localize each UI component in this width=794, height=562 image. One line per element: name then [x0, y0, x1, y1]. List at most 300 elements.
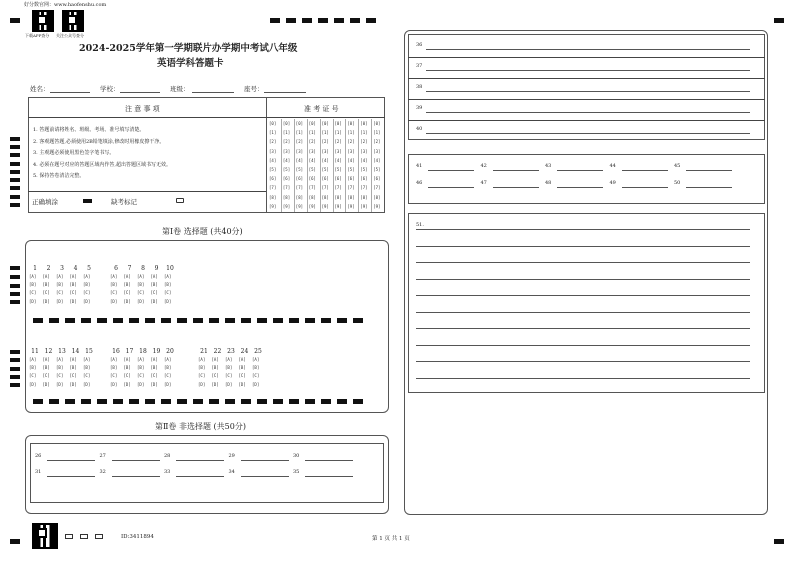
option-bubble[interactable]: [A] — [150, 357, 158, 362]
option-bubble[interactable]: [B] — [83, 365, 91, 371]
exam-id-bubble[interactable]: [8] — [347, 194, 355, 200]
option-bubble[interactable]: [C] — [164, 373, 172, 379]
option-bubble[interactable]: [B] — [110, 365, 118, 371]
option-bubble[interactable]: [D] — [42, 298, 50, 304]
fill-box-41-50 — [408, 154, 765, 204]
option-column[interactable] — [239, 356, 246, 389]
option-bubble[interactable]: [C] — [123, 373, 131, 379]
option-bubble[interactable]: [C] — [198, 373, 206, 379]
exam-id-bubble[interactable]: [1] — [334, 130, 342, 136]
exam-id-column[interactable] — [358, 119, 370, 212]
option-bubble[interactable]: [C] — [137, 373, 145, 379]
option-bubble[interactable]: [B] — [164, 365, 172, 371]
option-bubble[interactable]: [C] — [42, 290, 50, 296]
option-bubble[interactable]: [C] — [110, 373, 118, 379]
exam-id-bubble[interactable]: [8] — [308, 194, 316, 200]
name-field[interactable] — [50, 92, 90, 93]
exam-id-bubble[interactable]: [1] — [295, 130, 304, 136]
exam-id-bubble[interactable]: [6] — [295, 176, 304, 182]
fill-answer-line[interactable] — [241, 476, 289, 477]
absent-mark-checkbox[interactable] — [176, 198, 184, 203]
essay-line[interactable] — [416, 279, 750, 280]
exam-id-bubble[interactable]: [2] — [321, 139, 329, 145]
option-bubble[interactable]: [C] — [164, 290, 172, 296]
exam-id-bubble[interactable]: [7] — [373, 185, 381, 191]
exam-id-bubble[interactable]: [4] — [308, 157, 316, 163]
exam-id-bubble[interactable]: [2] — [334, 139, 342, 145]
fill-answer-line[interactable] — [493, 187, 539, 188]
option-bubble[interactable]: [D] — [29, 298, 37, 304]
fill-answer-line[interactable] — [428, 170, 474, 171]
option-column[interactable] — [198, 356, 205, 389]
exam-id-bubble[interactable]: [3] — [269, 148, 277, 154]
option-bubble[interactable]: [A] — [83, 274, 91, 279]
exam-id-bubble[interactable]: [4] — [282, 157, 291, 163]
exam-id-bubble[interactable]: [4] — [295, 157, 304, 163]
fill-answer-line[interactable] — [557, 170, 603, 171]
exam-id-bubble[interactable]: [9] — [360, 203, 368, 209]
option-bubble[interactable]: [A] — [56, 357, 64, 362]
fill-answer-line[interactable] — [622, 187, 668, 188]
option-bubble[interactable]: [A] — [137, 274, 145, 279]
fill-answer-line[interactable] — [305, 476, 353, 477]
essay-line[interactable] — [416, 345, 750, 346]
exam-id-bubble[interactable]: [7] — [295, 185, 304, 191]
option-bubble[interactable]: [D] — [69, 381, 77, 387]
option-bubble[interactable]: [D] — [252, 381, 260, 387]
option-column[interactable] — [70, 273, 77, 306]
option-bubble[interactable]: [A] — [198, 357, 206, 362]
question-number: 20 — [166, 348, 174, 355]
option-column[interactable] — [137, 356, 144, 389]
exam-id-column[interactable] — [333, 119, 345, 212]
option-bubble[interactable]: [B] — [137, 365, 145, 371]
option-bubble[interactable]: [D] — [110, 381, 118, 387]
essay-line[interactable] — [416, 246, 750, 247]
option-bubble[interactable]: [A] — [123, 274, 131, 279]
exam-id-heading: 准 考 证 号 — [304, 105, 339, 113]
exam-id-bubble[interactable]: [4] — [334, 157, 342, 163]
option-bubble[interactable]: [C] — [110, 290, 118, 296]
option-column[interactable] — [164, 273, 171, 306]
answer-line[interactable] — [426, 133, 750, 134]
option-bubble[interactable]: [B] — [29, 365, 37, 371]
question-number: 1 — [33, 265, 37, 272]
option-bubble[interactable]: [D] — [83, 298, 91, 304]
option-bubble[interactable]: [A] — [225, 357, 233, 362]
fill-answer-line[interactable] — [622, 170, 668, 171]
exam-id-bubble[interactable]: [4] — [269, 157, 277, 163]
option-bubble[interactable]: [B] — [110, 282, 118, 288]
option-bubble[interactable]: [C] — [56, 373, 64, 379]
option-bubble[interactable]: [B] — [198, 365, 206, 371]
exam-id-column[interactable] — [294, 119, 306, 212]
exam-id-bubble[interactable]: [2] — [360, 139, 368, 145]
option-bubble[interactable]: [A] — [164, 357, 172, 362]
question-number: 21 — [200, 348, 208, 355]
option-column[interactable] — [252, 356, 259, 389]
option-column[interactable] — [83, 356, 90, 389]
exam-id-bubble[interactable]: [1] — [373, 130, 381, 136]
option-bubble[interactable]: [B] — [123, 282, 131, 288]
exam-id-bubble[interactable]: [7] — [334, 185, 342, 191]
exam-id-bubble[interactable]: [6] — [373, 176, 381, 182]
option-bubble[interactable]: [D] — [225, 381, 233, 387]
exam-id-bubble[interactable]: [0] — [347, 121, 355, 126]
exam-id-bubble[interactable]: [6] — [321, 176, 329, 182]
option-bubble[interactable]: [D] — [198, 381, 206, 387]
option-column[interactable] — [29, 273, 36, 306]
exam-id-bubble[interactable]: [8] — [321, 194, 329, 200]
question-number: 13 — [58, 348, 66, 355]
exam-id-bubble[interactable]: [5] — [295, 167, 304, 173]
option-column[interactable] — [164, 356, 171, 389]
exam-id-bubble[interactable]: [1] — [308, 130, 316, 136]
option-column[interactable] — [110, 356, 117, 389]
option-bubble[interactable]: [B] — [56, 365, 64, 371]
timing-mark — [10, 275, 20, 279]
fill-question-number: 42 — [480, 163, 487, 169]
exam-id-bubble[interactable]: [9] — [308, 203, 316, 209]
exam-id-bubble[interactable]: [2] — [269, 139, 277, 145]
option-bubble[interactable]: [C] — [69, 290, 77, 296]
option-bubble[interactable]: [D] — [56, 381, 64, 387]
option-bubble[interactable]: [C] — [42, 373, 50, 379]
option-column[interactable] — [56, 273, 63, 306]
option-bubble[interactable]: [A] — [42, 357, 50, 362]
option-bubble[interactable]: [D] — [211, 381, 219, 387]
option-bubble[interactable]: [B] — [164, 282, 172, 288]
question-number: 11 — [31, 348, 39, 355]
fill-question-number: 31 — [35, 469, 42, 475]
exam-id-bubble[interactable]: [7] — [308, 185, 316, 191]
exam-id-bubble[interactable]: [3] — [347, 148, 355, 154]
exam-id-bubble[interactable]: [0] — [321, 121, 329, 126]
exam-id-bubble[interactable]: [4] — [321, 157, 329, 163]
seat-field[interactable] — [264, 92, 306, 93]
exam-id-bubble[interactable]: [2] — [282, 139, 291, 145]
notes-heading: 注 意 事 项 — [125, 105, 160, 113]
exam-id-bubble[interactable]: [1] — [321, 130, 329, 136]
option-bubble[interactable]: [D] — [29, 381, 37, 387]
exam-id-bubble[interactable]: [6] — [334, 176, 342, 182]
option-bubble[interactable]: [A] — [42, 274, 50, 279]
exam-id-bubble[interactable]: [5] — [347, 167, 355, 173]
timing-mark — [10, 195, 20, 199]
class-field[interactable] — [192, 92, 234, 93]
option-bubble[interactable]: [B] — [211, 365, 219, 371]
fill-answer-line[interactable] — [112, 460, 160, 461]
option-bubble[interactable]: [D] — [83, 381, 91, 387]
option-column[interactable] — [83, 273, 90, 306]
essay-box-51 — [408, 213, 765, 393]
fill-answer-line[interactable] — [47, 476, 95, 477]
fill-answer-line[interactable] — [428, 187, 474, 188]
exam-id-bubble[interactable]: [3] — [334, 148, 342, 154]
exam-id-bubble[interactable]: [9] — [334, 203, 342, 209]
exam-id-column[interactable] — [345, 119, 357, 212]
exam-id-column[interactable] — [268, 119, 280, 212]
name-label: 姓名： — [30, 85, 50, 93]
option-bubble[interactable]: [A] — [110, 357, 118, 362]
option-column[interactable] — [124, 356, 131, 389]
row-divider — [408, 78, 765, 79]
exam-id-bubble[interactable]: [7] — [282, 185, 291, 191]
option-bubble[interactable]: [A] — [123, 357, 131, 362]
option-bubble[interactable]: [C] — [252, 373, 260, 379]
exam-id-bubble[interactable]: [7] — [269, 185, 277, 191]
option-column[interactable] — [212, 356, 219, 389]
option-bubble[interactable]: [B] — [123, 365, 131, 371]
question-number: 9 — [154, 265, 159, 272]
footer-box-icon — [95, 534, 103, 539]
option-bubble[interactable]: [B] — [137, 282, 145, 288]
fill-answer-line[interactable] — [557, 187, 603, 188]
option-bubble[interactable]: [B] — [42, 282, 50, 288]
option-bubble[interactable]: [D] — [164, 298, 172, 304]
option-bubble[interactable]: [C] — [137, 290, 145, 296]
exam-id-bubble[interactable]: [8] — [360, 194, 368, 200]
exam-id-bubble[interactable]: [3] — [308, 148, 316, 154]
exam-id-bubble[interactable]: [2] — [308, 139, 316, 145]
exam-id-bubble[interactable]: [6] — [269, 176, 277, 182]
option-bubble[interactable]: [A] — [29, 357, 37, 362]
timing-mark — [10, 358, 20, 362]
option-bubble[interactable]: [A] — [69, 274, 77, 279]
exam-id-bubble[interactable]: [8] — [295, 194, 304, 200]
option-bubble[interactable]: [C] — [238, 373, 246, 379]
option-bubble[interactable]: [A] — [211, 357, 219, 362]
exam-id-bubble[interactable]: [3] — [360, 148, 368, 154]
fill-question-number: 28 — [164, 453, 171, 459]
answer-line[interactable] — [426, 91, 750, 92]
exam-id-grid[interactable] — [268, 119, 384, 212]
exam-id-bubble[interactable]: [0] — [282, 121, 291, 126]
option-bubble[interactable]: [B] — [29, 282, 37, 288]
option-bubble[interactable]: [B] — [238, 365, 246, 371]
exam-id-bubble[interactable]: [9] — [269, 203, 277, 209]
option-bubble[interactable]: [C] — [83, 373, 91, 379]
timing-mark — [10, 170, 20, 174]
exam-id-bubble[interactable]: [7] — [321, 185, 329, 191]
option-column[interactable] — [43, 356, 50, 389]
option-bubble[interactable]: [A] — [29, 274, 37, 279]
essay-line[interactable] — [416, 312, 750, 313]
exam-id-bubble[interactable]: [9] — [321, 203, 329, 209]
option-bubble[interactable]: [B] — [150, 282, 158, 288]
exam-id-column[interactable] — [320, 119, 332, 212]
exam-id-bubble[interactable]: [0] — [308, 121, 316, 126]
option-column[interactable] — [43, 273, 50, 306]
exam-id-bubble[interactable]: [1] — [282, 130, 291, 136]
exam-id-bubble[interactable]: [9] — [295, 203, 304, 209]
exam-id-bubble[interactable]: [7] — [360, 185, 368, 191]
option-bubble[interactable]: [D] — [123, 298, 131, 304]
option-bubble[interactable]: [D] — [164, 381, 172, 387]
option-bubble[interactable]: [D] — [150, 298, 158, 304]
exam-id-column[interactable] — [281, 119, 293, 212]
exam-id-bubble[interactable]: [9] — [373, 203, 381, 209]
exam-id-column[interactable] — [371, 119, 383, 212]
option-column[interactable] — [137, 273, 144, 306]
exam-id-bubble[interactable]: [0] — [269, 121, 277, 126]
answer-line[interactable] — [426, 70, 750, 71]
seat-label: 座号： — [244, 85, 264, 93]
exam-id-bubble[interactable]: [8] — [334, 194, 342, 200]
exam-id-bubble[interactable]: [4] — [373, 157, 381, 163]
exam-id-bubble[interactable]: [0] — [373, 121, 381, 126]
essay-line[interactable] — [416, 378, 750, 379]
exam-id-bubble[interactable]: [5] — [334, 167, 342, 173]
fill-answer-line[interactable] — [112, 476, 160, 477]
option-bubble[interactable]: [C] — [211, 373, 219, 379]
essay-line[interactable] — [416, 295, 750, 296]
option-bubble[interactable]: [D] — [69, 298, 77, 304]
fill-question-number: 29 — [228, 453, 235, 459]
fill-answer-line[interactable] — [47, 460, 95, 461]
option-bubble[interactable]: [B] — [69, 282, 77, 288]
exam-id-bubble[interactable]: [3] — [373, 148, 381, 154]
option-bubble[interactable]: [C] — [29, 290, 37, 296]
fill-answer-line[interactable] — [686, 170, 732, 171]
option-bubble[interactable]: [A] — [110, 274, 118, 279]
option-bubble[interactable]: [C] — [29, 373, 37, 379]
exam-id-bubble[interactable]: [0] — [334, 121, 342, 126]
choice-timing-marks-1 — [33, 318, 369, 323]
exam-id-bubble[interactable]: [3] — [295, 148, 304, 154]
option-bubble[interactable]: [C] — [150, 290, 158, 296]
exam-id-bubble[interactable]: [5] — [282, 167, 291, 173]
option-bubble[interactable]: [A] — [83, 357, 91, 362]
option-bubble[interactable]: [D] — [238, 381, 246, 387]
option-bubble[interactable]: [C] — [56, 290, 64, 296]
exam-id-bubble[interactable]: [2] — [295, 139, 304, 145]
exam-id-column[interactable] — [307, 119, 319, 212]
exam-id-bubble[interactable]: [5] — [373, 167, 381, 173]
choice-timing-marks-2 — [33, 399, 369, 404]
exam-id-bubble[interactable]: [6] — [308, 176, 316, 182]
option-bubble[interactable]: [A] — [238, 357, 246, 362]
option-bubble[interactable]: [C] — [83, 290, 91, 296]
exam-id-bubble[interactable]: [1] — [269, 130, 277, 136]
option-column[interactable] — [110, 273, 117, 306]
option-bubble[interactable]: [D] — [150, 381, 158, 387]
option-bubble[interactable]: [B] — [69, 365, 77, 371]
option-bubble[interactable]: [B] — [150, 365, 158, 371]
option-bubble[interactable]: [B] — [56, 282, 64, 288]
note-item: 1. 答题前请将姓名、班级、考场、准号填写清楚。 — [33, 127, 145, 133]
option-bubble[interactable]: [A] — [164, 274, 172, 279]
option-bubble[interactable]: [D] — [110, 298, 118, 304]
exam-id-bubble[interactable]: [6] — [282, 176, 291, 182]
exam-id-bubble[interactable]: [0] — [295, 121, 304, 126]
option-bubble[interactable]: [A] — [252, 357, 260, 362]
exam-id-bubble[interactable]: [5] — [360, 167, 368, 173]
exam-id-bubble[interactable]: [6] — [347, 176, 355, 182]
option-bubble[interactable]: [D] — [42, 381, 50, 387]
exam-id-bubble[interactable]: [4] — [347, 157, 355, 163]
fill-answer-line[interactable] — [493, 170, 539, 171]
exam-id-bubble[interactable]: [8] — [373, 194, 381, 200]
exam-id-bubble[interactable]: [4] — [360, 157, 368, 163]
exam-id-bubble[interactable]: [0] — [360, 121, 368, 126]
fill-answer-line[interactable] — [305, 460, 353, 461]
note-item: 3. 主观题必须使用黑色签字笔书写。 — [33, 150, 115, 156]
question-number: 8 — [141, 265, 145, 272]
line-question-number: 37 — [416, 63, 423, 69]
corner-mark-tr — [774, 18, 784, 23]
timing-mark — [10, 383, 20, 387]
option-bubble[interactable]: [B] — [83, 282, 91, 288]
option-bubble[interactable]: [A] — [150, 274, 158, 279]
question-number: 24 — [240, 348, 249, 355]
option-bubble[interactable]: [C] — [123, 290, 131, 296]
option-column[interactable] — [151, 356, 158, 389]
exam-id-bubble[interactable]: [1] — [347, 130, 355, 136]
option-bubble[interactable]: [B] — [252, 365, 260, 371]
exam-id-bubble[interactable]: [5] — [321, 167, 329, 173]
fill-answer-line[interactable] — [241, 460, 289, 461]
option-column[interactable] — [151, 273, 158, 306]
option-bubble[interactable]: [C] — [225, 373, 233, 379]
option-column[interactable] — [124, 273, 131, 306]
answer-line[interactable] — [426, 49, 750, 50]
exam-id-bubble[interactable]: [9] — [282, 203, 291, 209]
exam-id-bubble[interactable]: [8] — [269, 194, 277, 200]
exam-id-bubble[interactable]: [7] — [347, 185, 355, 191]
exam-id-bubble[interactable]: [6] — [360, 176, 368, 182]
exam-id-bubble[interactable]: [3] — [321, 148, 329, 154]
row-divider — [408, 99, 765, 100]
fill-answer-line[interactable] — [176, 476, 224, 477]
exam-id-bubble[interactable]: [9] — [347, 203, 355, 209]
essay-line[interactable] — [416, 361, 750, 362]
option-bubble[interactable]: [A] — [69, 357, 77, 362]
option-bubble[interactable]: [C] — [150, 373, 158, 379]
exam-id-bubble[interactable]: [5] — [308, 167, 316, 173]
exam-id-bubble[interactable]: [8] — [282, 194, 291, 200]
option-bubble[interactable]: [B] — [225, 365, 233, 371]
option-column[interactable] — [225, 356, 232, 389]
option-bubble[interactable]: [D] — [137, 298, 145, 304]
option-bubble[interactable]: [A] — [56, 274, 64, 279]
option-bubble[interactable]: [D] — [137, 381, 145, 387]
essay-line[interactable] — [416, 229, 750, 230]
essay-line[interactable] — [416, 262, 750, 263]
option-bubble[interactable]: [B] — [42, 365, 50, 371]
timing-mark — [10, 178, 20, 182]
question-number: 22 — [213, 348, 222, 355]
option-column[interactable] — [56, 356, 63, 389]
option-column[interactable] — [70, 356, 77, 389]
option-bubble[interactable]: [A] — [137, 357, 145, 362]
option-bubble[interactable]: [D] — [123, 381, 131, 387]
school-field[interactable] — [120, 92, 160, 93]
answer-line[interactable] — [426, 112, 750, 113]
option-bubble[interactable]: [D] — [56, 298, 64, 304]
exam-id-bubble[interactable]: [2] — [347, 139, 355, 145]
option-column[interactable] — [29, 356, 36, 389]
exam-id-bubble[interactable]: [3] — [282, 148, 291, 154]
exam-id-bubble[interactable]: [5] — [269, 167, 277, 173]
exam-id-bubble[interactable]: [2] — [373, 139, 381, 145]
fill-answer-line[interactable] — [686, 187, 732, 188]
essay-line[interactable] — [416, 328, 750, 329]
exam-id-bubble[interactable]: [1] — [360, 130, 368, 136]
fill-question-number: 48 — [545, 180, 552, 186]
fill-answer-line[interactable] — [176, 460, 224, 461]
option-bubble[interactable]: [C] — [69, 373, 77, 379]
